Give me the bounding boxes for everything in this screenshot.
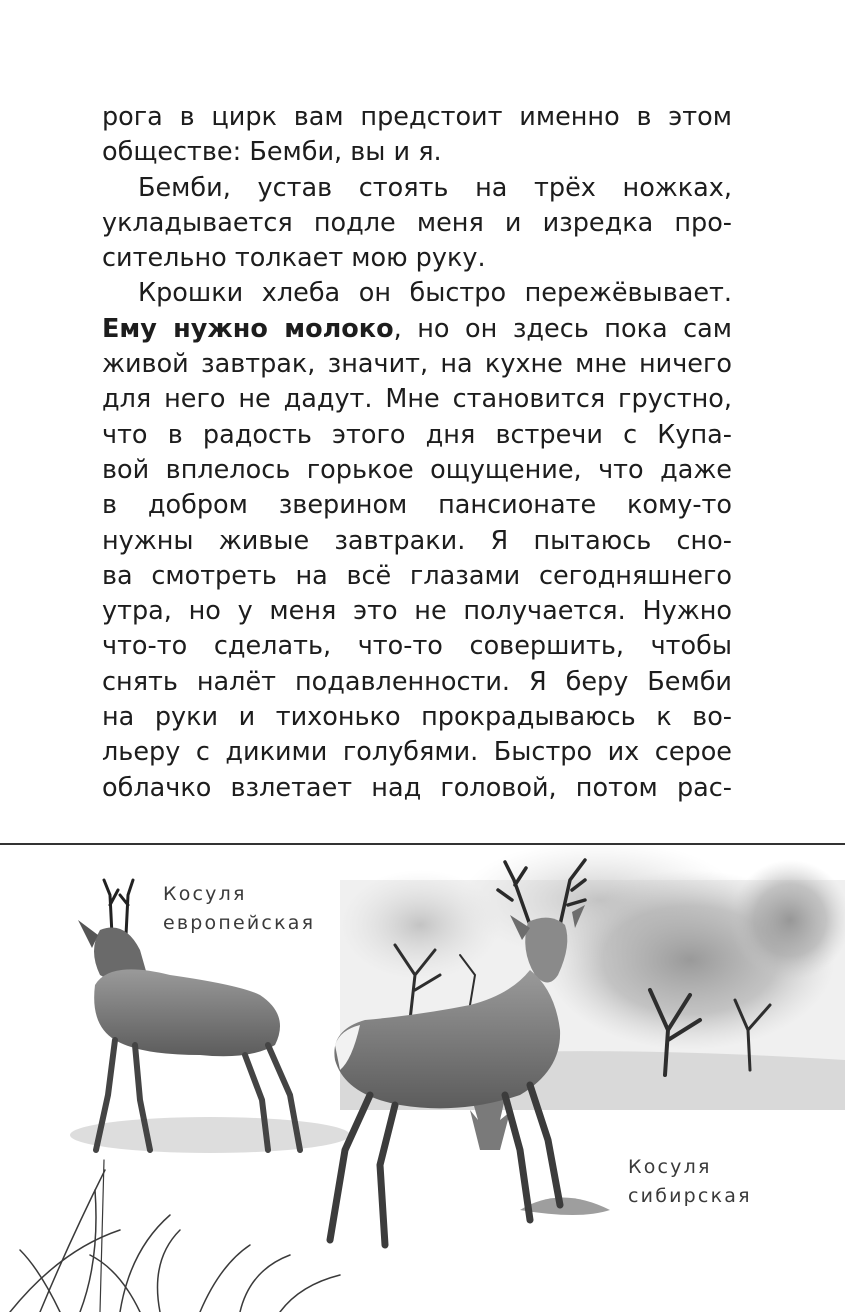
text-line: снять налёт подавленности. Я беру Бемби <box>102 666 732 697</box>
caption-line: сибирская <box>628 1185 752 1207</box>
caption-european-roe-deer <box>163 880 315 938</box>
roe-deer-illustration <box>0 845 845 1312</box>
text-line: на руки и тихонько прокрадываюсь к во- <box>102 702 732 733</box>
text-line: живой завтрак, значит, на кухне мне ничего <box>102 349 732 380</box>
text-line: ва смотреть на всё глазами сегодняшнего <box>102 560 732 591</box>
text-line <box>102 312 732 347</box>
text-line: нужны живые завтраки. Я пытаюсь сно- <box>102 525 732 556</box>
text-line: укладывается подле меня и изредка про- <box>102 207 732 238</box>
bold-phrase: Ему нужно молоко <box>102 313 394 344</box>
caption-line: Косуля <box>628 1156 712 1178</box>
text-line: сительно толкает мою руку. <box>102 243 486 274</box>
text-line: вой вплелось горькое ощущение, что даже <box>102 454 732 485</box>
body-text <box>102 100 732 806</box>
text-fragment: , но он здесь пока сам <box>393 313 733 344</box>
text-line: для него не дадут. Мне становится грустно, <box>102 384 732 415</box>
grass-foreground <box>10 1160 340 1312</box>
text-line: Бемби, устав стоять на трёх ножках, <box>138 172 732 203</box>
caption-line: европейская <box>163 912 316 934</box>
text-line: утра, но у меня это не получается. Нужно <box>102 596 732 627</box>
caption-line: Косуля <box>163 883 247 905</box>
text-line: льеру с дикими голубями. Быстро их серое <box>102 737 732 768</box>
text-line: рога в цирк вам предстоит именно в этом <box>102 102 732 132</box>
text-line: облачко взлетает над головой, потом рас- <box>102 772 732 803</box>
caption-siberian-roe-deer <box>628 1153 752 1211</box>
text-line: что в радость этого дня встречи с Купа- <box>102 419 732 450</box>
text-line: обществе: Бемби, вы и я. <box>102 137 442 168</box>
text-line: Крошки хлеба он быстро пережёвывает. <box>138 278 732 309</box>
text-line: что-то сделать, что-то совершить, чтобы <box>102 631 732 662</box>
text-line: в добром зверином пансионате кому-то <box>102 490 732 521</box>
